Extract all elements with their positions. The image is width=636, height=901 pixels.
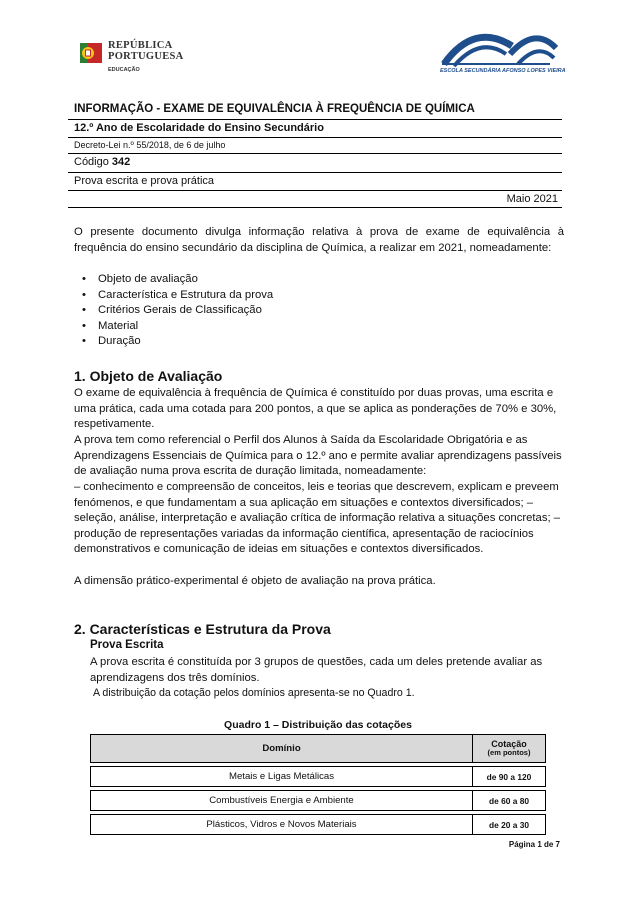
republica-sub: EDUCAÇÃO — [108, 67, 140, 73]
col-score-unit: (em pontos) — [487, 748, 531, 757]
info-decree: Decreto-Lei n.º 55/2018, de 6 de julho — [74, 140, 226, 150]
info-title: INFORMAÇÃO - EXAME DE EQUIVALÊNCIA À FREQUÊNCIA DE QUÍMICA — [74, 103, 475, 115]
list-item: • Objeto de avaliação — [82, 272, 273, 288]
info-code — [74, 156, 130, 168]
section1-heading: 1. Objeto de Avaliação — [74, 368, 223, 384]
divider — [68, 207, 562, 208]
page-number: Página 1 de 7 — [508, 840, 560, 849]
intro-list — [82, 272, 273, 350]
divider — [68, 137, 562, 138]
section1-p4: A dimensão prático-experimental é objeto de avaliação na prova prática. — [74, 575, 436, 587]
code-label: Código — [74, 156, 112, 168]
list-item: • Duração — [82, 334, 273, 350]
list-item: • Critérios Gerais de Classificação — [82, 303, 273, 319]
divider — [68, 153, 562, 154]
row-score: de 90 a 120 — [473, 767, 546, 787]
republica-line2: PORTUGUESA — [108, 51, 184, 62]
info-type: Prova escrita e prova prática — [74, 175, 215, 187]
col-domain-header: Domínio — [91, 735, 473, 763]
section1-p1: O exame de equivalência à frequência de Química é constituído por duas provas, uma escrita e uma prática, cada uma cotada para 200 pontos, a que se aplica as ponderações de 70% e 30%, respetivamente. — [74, 387, 557, 431]
table-row — [91, 791, 546, 811]
table-row — [91, 767, 546, 787]
intro-paragraph: O presente documento divulga informação relativa à prova de exame de equivalência à frequência do ensino secundário da disciplina de Química, a realizar em 2021, nomeadamente: — [74, 226, 564, 254]
section1-p2: A prova tem como referencial o Perfil dos Alunos à Saída da Escolaridade Obrigatória e as Aprendizagens Essenciais de Química para o 12.º ano e permite avaliar aprendizagens passíveis de avaliação numa prova escrita de duração limitada, nomeadamente: — [74, 434, 562, 478]
section2-p1: A prova escrita é constituída por 3 grupos de questões, cada um deles pretende avaliar as aprendizagens dos três domínios. — [90, 656, 543, 684]
school-logo — [440, 24, 566, 80]
table-caption: Quadro 1 – Distribuição das cotações — [224, 719, 412, 731]
col-score-label: Cotação — [491, 739, 527, 749]
list-item: • Material — [82, 319, 273, 335]
info-year: 12.º Ano de Escolaridade do Ensino Secundário — [74, 122, 324, 134]
row-score: de 20 a 30 — [473, 815, 546, 835]
list-item: • Característica e Estrutura da prova — [82, 288, 273, 304]
section2-subheading: Prova Escrita — [90, 639, 164, 651]
section1-p3: – conhecimento e compreensão de conceitos, leis e teorias que descrevem, explicam e preveem fenómenos, e que fundamentam a sua aplicação em situações e contextos diversificados; – seleção, análise, interpretação e avaliação crítica de informação relativa a situações concretas; – produção de representações variadas da informação científica, apresentação de raciocínios demonstrativos e comunicação de ideias em situações e contextos diversificados. — [74, 481, 561, 556]
table-row — [91, 815, 546, 835]
row-domain: Plásticos, Vidros e Novos Materiais — [91, 815, 473, 835]
row-domain: Combustíveis Energia e Ambiente — [91, 791, 473, 811]
section2-p2: A distribuição da cotação pelos domínios apresenta-se no Quadro 1. — [93, 687, 415, 699]
republica-portuguesa-logo — [80, 38, 190, 78]
info-date: Maio 2021 — [506, 193, 558, 205]
divider — [68, 190, 562, 191]
row-domain: Metais e Ligas Metálicas — [91, 767, 473, 787]
school-arc-icon — [440, 24, 558, 68]
scores-table — [90, 734, 546, 835]
row-score: de 60 a 80 — [473, 791, 546, 811]
table-header-row — [91, 735, 546, 763]
code-value: 342 — [111, 156, 131, 168]
col-score-header — [473, 735, 546, 763]
section2-heading: 2. Características e Estrutura da Prova — [74, 621, 331, 637]
coat-of-arms-icon — [80, 40, 102, 66]
divider — [68, 119, 562, 120]
school-name: ESCOLA SECUNDÁRIA AFONSO LOPES VIEIRA — [440, 68, 566, 74]
republica-line1: REPÚBLICA — [108, 40, 173, 51]
divider — [68, 172, 562, 173]
